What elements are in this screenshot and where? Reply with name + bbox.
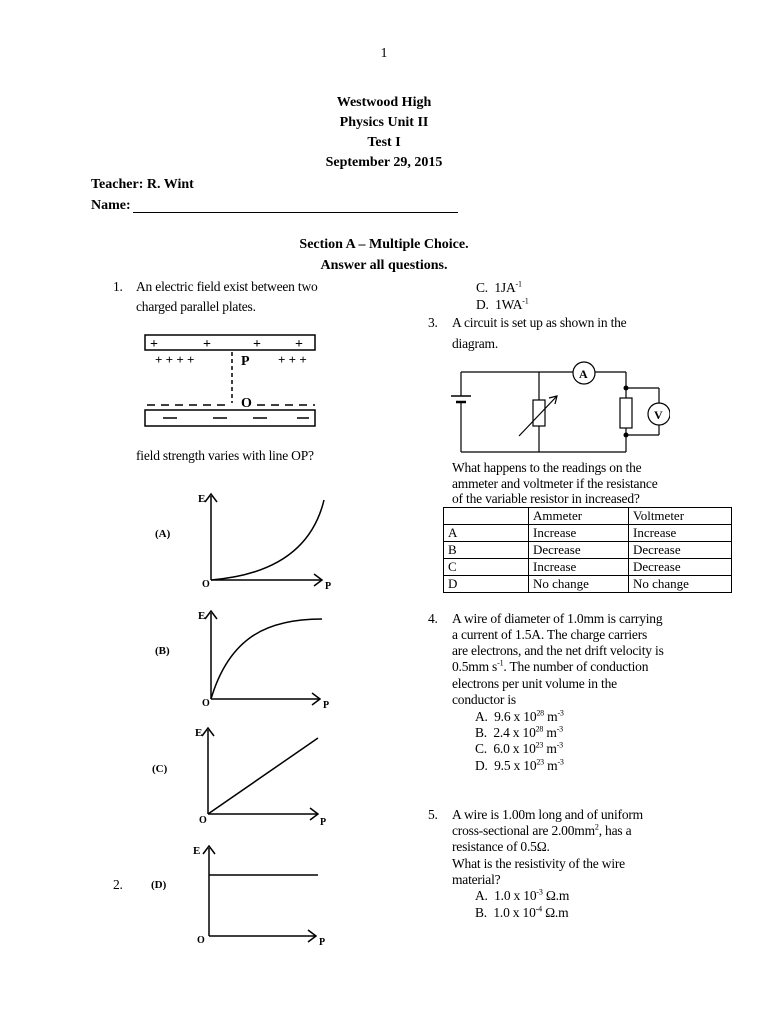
table-header-row bbox=[444, 508, 732, 525]
school-name: Westwood High bbox=[336, 95, 432, 110]
q4-text-line2: a current of 1.5A. The charge carriers bbox=[452, 627, 648, 642]
q1-text-line2: charged parallel plates. bbox=[136, 299, 256, 314]
q3-answer-table bbox=[443, 507, 732, 593]
graph-c-origin: O bbox=[199, 815, 207, 826]
q5-text-line1: A wire is 1.00m long and of uniform bbox=[452, 807, 643, 822]
header-ammeter: Ammeter bbox=[529, 508, 629, 525]
q2-number: 2. bbox=[113, 877, 123, 892]
q4-text-line3: are electrons, and the net drift velocity is bbox=[452, 643, 664, 658]
q5-option-b: B. 1.0 x $10^{-4}$ Ω.m bbox=[475, 904, 569, 920]
q4-text-line6: conductor is bbox=[452, 692, 516, 707]
q4-option-c: C. 6.0 x $10^{23}$ $m^{-3}$ bbox=[475, 740, 563, 756]
q1-text-tail: field strength varies with line OP? bbox=[136, 448, 314, 463]
graph-b-x-label: P bbox=[323, 700, 330, 711]
graph-d-label: (D) bbox=[151, 879, 167, 891]
q5-number: 5. bbox=[428, 807, 438, 822]
graph-a-origin: O bbox=[202, 579, 210, 590]
parallel-plates-diagram bbox=[135, 325, 340, 445]
graph-d-y-label: E bbox=[193, 845, 201, 857]
voltmeter-label: V bbox=[654, 408, 663, 422]
graph-b-label: (B) bbox=[155, 645, 170, 657]
graph-a bbox=[150, 488, 340, 596]
q4-number: 4. bbox=[428, 611, 438, 626]
test-title: Test I bbox=[367, 135, 401, 150]
q5-text-line4: What is the resistivity of the wire bbox=[452, 856, 625, 871]
svg-text:+: + bbox=[253, 337, 261, 352]
q3-question-line3: of the variable resistor in increased? bbox=[452, 491, 640, 506]
page-number: 1 bbox=[380, 46, 388, 61]
svg-text:+ + + +: + + + + bbox=[155, 352, 195, 367]
q4-option-b: B. 2.4 x $10^{28}$ $m^{-3}$ bbox=[475, 724, 563, 740]
q4-option-a: A. 9.6 x $10^{28}$ $m^{-3}$ bbox=[475, 708, 564, 724]
q3-number: 3. bbox=[428, 315, 438, 330]
q5-text-line3: resistance of 0.5Ω. bbox=[452, 839, 550, 854]
circuit-diagram bbox=[445, 360, 670, 455]
q5-text-line2: cross-sectional are $2.00mm^2$, has a bbox=[452, 822, 632, 838]
q4-option-d: D. 9.5 x $10^{23}$ $m^{-3}$ bbox=[475, 757, 564, 773]
table-row: B Decrease Decrease bbox=[444, 542, 732, 559]
point-p-label: P bbox=[241, 354, 250, 369]
q4-text-line5: electrons per unit volume in the bbox=[452, 676, 617, 691]
q5-option-a: A. 1.0 x $10^{-3}$ Ω.m bbox=[475, 887, 570, 903]
q4-text-line1: A wire of diameter of 1.0mm is carrying bbox=[452, 611, 663, 626]
section-title: Section A – Multiple Choice. bbox=[299, 237, 469, 252]
name-field-line bbox=[133, 212, 458, 213]
graph-d-origin: O bbox=[197, 935, 205, 946]
q5-text-line5: material? bbox=[452, 872, 501, 887]
graph-c-label: (C) bbox=[152, 763, 168, 775]
graph-d-x-label: P bbox=[319, 937, 326, 948]
ammeter-label: A bbox=[579, 367, 588, 381]
graph-c-y-label: E bbox=[195, 727, 203, 739]
graph-c-x-label: P bbox=[320, 817, 327, 828]
q3-text-line2: diagram. bbox=[452, 336, 499, 351]
svg-text:+: + bbox=[150, 337, 158, 352]
q4-text-line4: 0.5mm $s^{-1}$. The number of conduction bbox=[452, 658, 649, 674]
q2-option-d: D. $1WA^{-1}$ bbox=[476, 296, 529, 312]
q3-question-line2: ammeter and voltmeter if the resistance bbox=[452, 476, 658, 491]
graph-b-y-label: E bbox=[198, 610, 206, 622]
graph-b-origin: O bbox=[202, 698, 210, 709]
header-voltmeter: Voltmeter bbox=[629, 508, 732, 525]
q3-text-line1: A circuit is set up as shown in the bbox=[452, 315, 627, 330]
point-o-label: O bbox=[241, 396, 252, 411]
q3-question-line1: What happens to the readings on the bbox=[452, 460, 642, 475]
graph-c bbox=[150, 722, 340, 830]
teacher-label: Teacher: R. Wint bbox=[91, 177, 194, 192]
course-title: Physics Unit II bbox=[339, 115, 429, 130]
table-row: A Increase Increase bbox=[444, 525, 732, 542]
q1-number: 1. bbox=[113, 279, 123, 294]
graph-a-y-label: E bbox=[198, 493, 206, 505]
section-instruction: Answer all questions. bbox=[320, 258, 448, 273]
graph-d bbox=[148, 838, 338, 950]
svg-text:+: + bbox=[295, 337, 303, 352]
test-date: September 29, 2015 bbox=[325, 155, 443, 170]
table-row: C Increase Decrease bbox=[444, 559, 732, 576]
graph-b bbox=[150, 605, 340, 713]
table-row: D No change No change bbox=[444, 576, 732, 593]
q2-option-c: C. $1JA^{-1}$ bbox=[476, 279, 522, 295]
graph-a-label: (A) bbox=[155, 528, 171, 540]
svg-text:+: + bbox=[203, 337, 211, 352]
graph-a-x-label: P bbox=[325, 581, 332, 592]
svg-text:+ + +: + + + bbox=[278, 352, 307, 367]
q1-text-line1: An electric field exist between two bbox=[136, 279, 318, 294]
name-label: Name: bbox=[91, 198, 131, 213]
